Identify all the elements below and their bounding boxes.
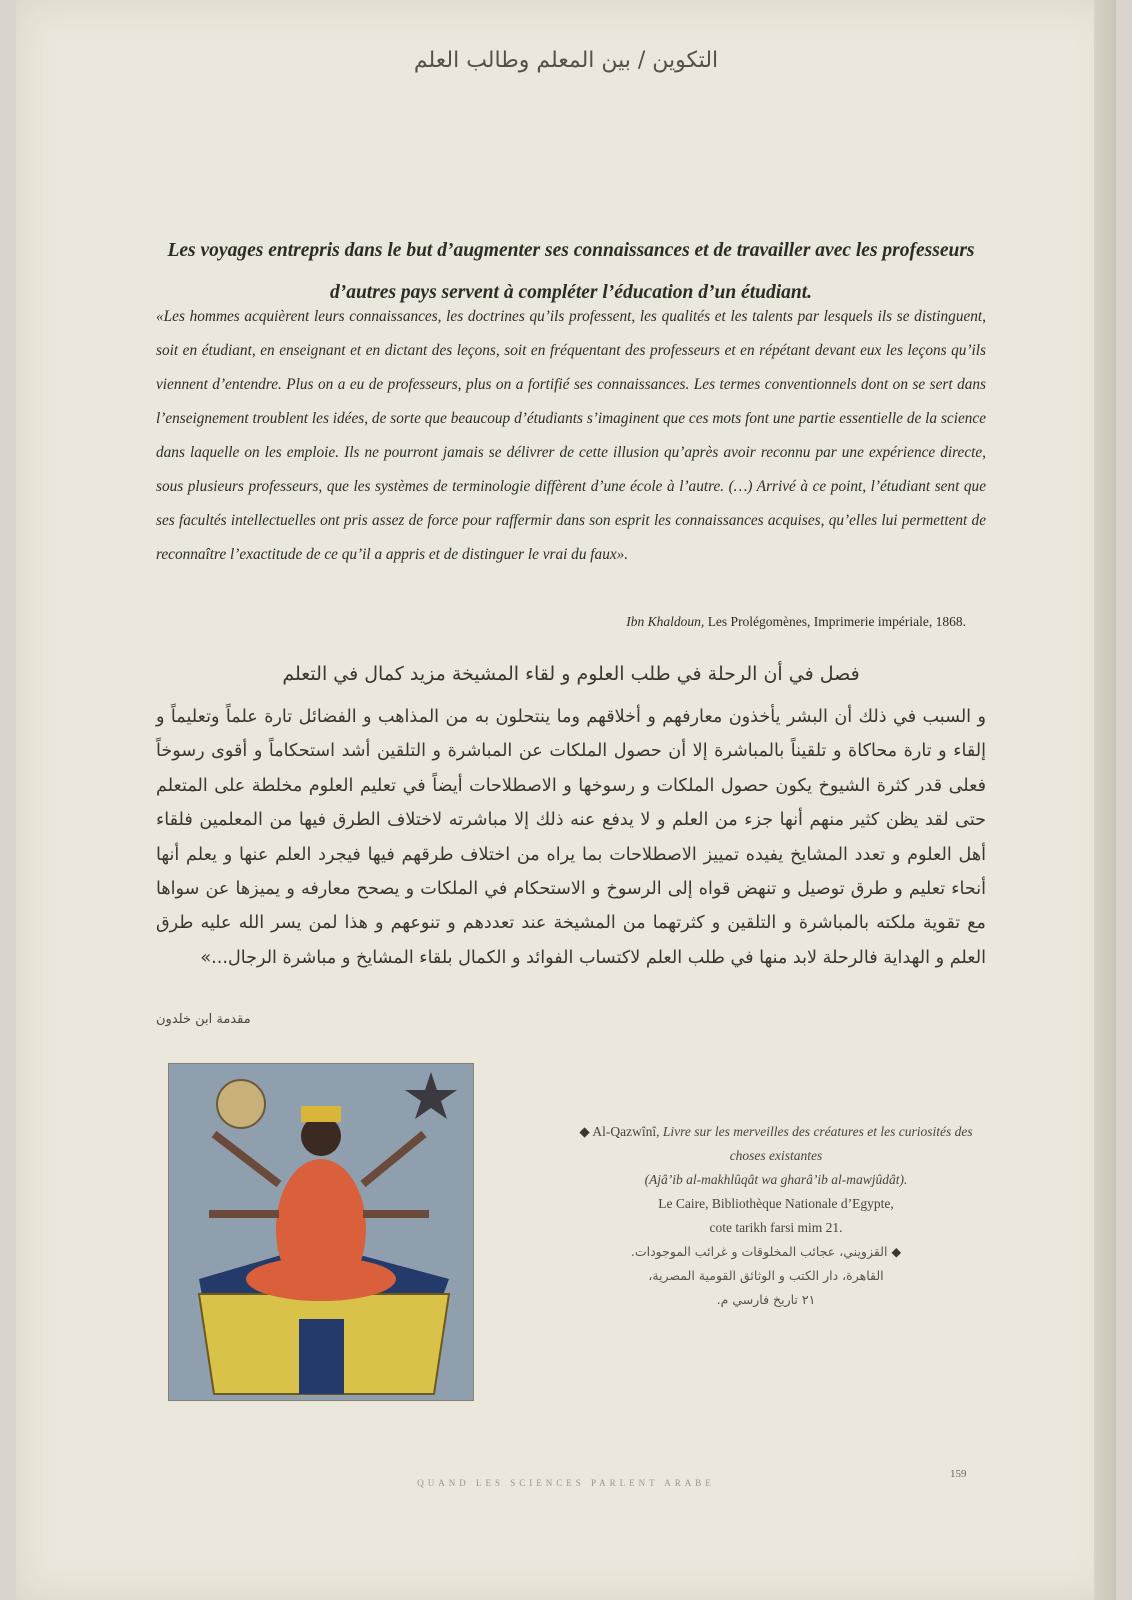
running-head: التكوين / بين المعلم وطالب العلم (413, 48, 719, 73)
caption-arabic (616, 1240, 916, 1312)
attribution-author: Ibn Khaldoun, (626, 614, 705, 629)
attribution-year: 1868. (935, 614, 966, 629)
diamond-bullet-icon: ◆ (579, 1124, 590, 1139)
caption-ar-line3: ٢١ تاريخ فارسي م. (716, 1292, 816, 1307)
diamond-bullet-icon: ◆ (891, 1244, 902, 1259)
caption-shelfmark: cote tarikh farsi mim 21. (709, 1220, 843, 1235)
book-page (16, 0, 1116, 1600)
page-edge (1094, 0, 1116, 1600)
caption-title: Livre sur les merveilles des créatures et les curiosités des choses existantes (662, 1124, 973, 1163)
arabic-source: مقدمة ابن خلدون (156, 1012, 251, 1027)
throne-opening (299, 1319, 344, 1394)
caption-author: Al-Qazwînî, (592, 1124, 660, 1139)
quote-attribution (626, 614, 966, 630)
caption-location: Le Caire, Bibliothèque Nationale d’Egypte, (658, 1196, 894, 1211)
caption-ar-line1: القزويني، عجائب المخلوقات و غرائب الموجودات. (630, 1244, 888, 1259)
attribution-work: Les Prolégomènes, Imprimerie impériale, (707, 614, 933, 629)
miniature-painting (168, 1063, 474, 1401)
figure-crown (301, 1106, 341, 1122)
caption-ar-line2: القاهرة، دار الكتب و الوثائق القومية المصرية، (648, 1268, 884, 1283)
caption-arabic-title: (Ajâ’ib al-makhlûqât wa gharâ’ib al-mawjûdât). (644, 1172, 908, 1187)
caption-french (576, 1120, 976, 1240)
quote-paragraph: «Les hommes acquièrent leurs connaissances, les doctrines qu’ils professent, les qualités et les talents par lesquels ils se distinguent, soit en étudiant, en enseignant et en dictant des leçons, soit en fréquentant des professeurs et en répétant devant eux les leçons qu’ils viennent d’entendre. Plus on a eu de professeurs, plus on a fortifié ses connaissances. Les termes conventionnels dont on se sert dans l’enseignement troublent les idées, de sorte que beaucoup d’étudiants s’imaginent que ces mots font une partie essentielle de la science dans laquelle on les emploie. Ils ne pourront jamais se délivrer de cette illusion qu’après avoir reconnu par une expérience directe, sous plusieurs professeurs, que les systèmes de terminologie diffèrent d’une école à l’autre. (…) Arrivé à ce point, l’étudiant sent que ses facultés intellectuelles ont pris assez de force pour raffermir dans son esprit les connaissances acquises, qu’elles lui permettent de reconnaître l’exactitude de ce qu’il a appris et de distinguer le vrai du faux». (156, 308, 986, 563)
headline: Les voyages entrepris dans le but d’augmenter ses connaissances et de travailler avec les professeurs d’autres pays servent à compléter l’éducation d’un étudiant. (167, 240, 975, 303)
arabic-passage: و السبب في ذلك أن البشر يأخذون معارفهم و أخلاقهم وما ينتحلون به من المذاهب و الفضائل تارة علماً وتعليماً و إلقاء و تارة محاكاة و تلقيناً بالمباشرة إلا أن حصول الملكات عن المباشرة و التلقين أشد استحكاماً و أقوى رسوخاً فعلى قدر كثرة الشيوخ يكون حصول الملكات و رسوخها و الاصطلاحات أيضاً في تعليم العلوم مخلطة على المتعلم حتى لقد يظن كثير منهم أنها جزء من العلم و لا يدفع عنه ذلك إلا مباشرته لاختلاف الطرق فيها من المعلمين فلقاء أهل العلوم و تعدد المشايخ يفيده تمييز الاصطلاحات بما يراه من اختلاف طرقهم فيها فيجرد العلم عنها و يعلم أنها أنحاء تعليم و طرق توصيل و تنهض قواه إلى الرسوخ و الاستحكام في الملكات و يصحح معارفه و يميزها عن سواها مع تقوية ملكته بالمباشرة و التلقين و كثرتهما من المشيخة عند تعددهم و تنوعهم و هذا لمن يسر الله عليه طرق العلم و الهداية فالرحلة لابد منها في طلب العلم لاكتساب الفوائد و الكمال بلقاء المشايخ و مباشرة الرجال...» (156, 707, 986, 968)
page-footer: QUAND LES SCIENCES PARLENT ARABE (417, 1478, 715, 1488)
figure-legs (246, 1257, 396, 1301)
moon-disc (217, 1080, 265, 1128)
arabic-chapter-title: فصل في أن الرحلة في طلب العلوم و لقاء المشيخة مزيد كمال في التعلم (282, 663, 860, 685)
page-number: 159 (950, 1468, 967, 1480)
